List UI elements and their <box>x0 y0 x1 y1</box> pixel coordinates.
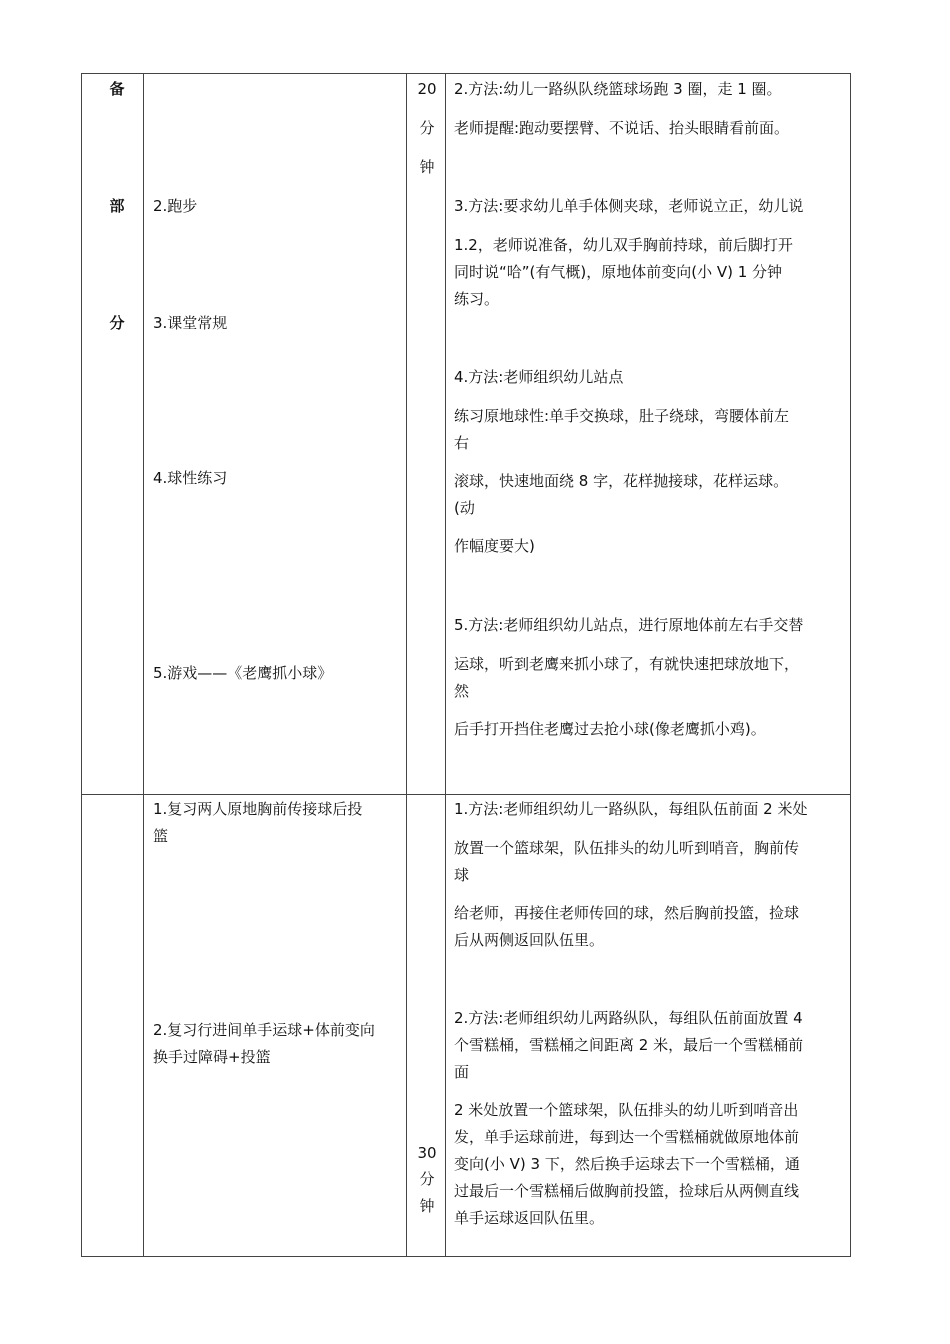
activity-item: 3.课堂常规 <box>153 314 228 332</box>
method-text: 老师提醒:跑动要摆臂、不说话、抬头眼睛看前面。 <box>454 119 790 137</box>
duration-unit-char: 钟 <box>419 1197 435 1215</box>
method-text: 2 米处放置一个篮球架，队伍排头的幼儿听到哨音出 发，单手运球前进，每到达一个雪糕桶就做原地体前 变向(小 V) 3 下，然后换手运球去下一个雪糕桶，通 过最后一个雪糕桶后做胸前投篮，捡球后从两侧直线 单手运球返回队伍里。 <box>454 1101 800 1227</box>
table-top-border <box>81 73 851 74</box>
duration-unit-char: 分 <box>419 1170 435 1188</box>
section-label-char: 部 <box>109 197 125 215</box>
table-right-border <box>850 73 851 1257</box>
method-text: 3.方法:要求幼儿单手体侧夹球，老师说立正，幼儿说 <box>454 197 804 215</box>
method-text: 放置一个篮球架，队伍排头的幼儿听到哨音，胸前传 球 <box>454 839 800 884</box>
method-text: 作幅度要大) <box>454 537 535 555</box>
activity-item: 2.复习行进间单手运球+体前变向 换手过障碍+投篮 <box>153 1021 375 1066</box>
method-text: 练习原地球性:单手交换球，肚子绕球，弯腰体前左 右 <box>454 407 790 452</box>
column-divider-1 <box>143 73 144 1257</box>
activity-item: 5.游戏——《老鹰抓小球》 <box>153 664 333 682</box>
method-text: 给老师，再接住老师传回的球，然后胸前投篮，捡球 后从两侧返回队伍里。 <box>454 904 800 949</box>
activity-item: 4.球性练习 <box>153 469 228 487</box>
column-divider-3 <box>445 73 446 1257</box>
table-left-border <box>81 73 82 1257</box>
duration-value: 30 <box>417 1144 437 1162</box>
method-text: 1.2，老师说准备，幼儿双手胸前持球，前后脚打开 同时说“哈”(有气概)，原地体前变向(小 V) 1 分钟 练习。 <box>454 236 793 308</box>
table-bottom-border <box>81 1256 851 1257</box>
method-text: 4.方法:老师组织幼儿站点 <box>454 368 624 386</box>
method-text: 2.方法:幼儿一路纵队绕篮球场跑 3 圈，走 1 圈。 <box>454 80 782 98</box>
method-text: 1.方法:老师组织幼儿一路纵队，每组队伍前面 2 米处 <box>454 800 808 818</box>
activity-item: 1.复习两人原地胸前传接球后投 篮 <box>153 800 363 845</box>
section-divider <box>81 794 851 795</box>
activity-item: 2.跑步 <box>153 197 198 215</box>
method-text: 后手打开挡住老鹰过去抢小球(像老鹰抓小鸡)。 <box>454 720 766 738</box>
method-text: 5.方法:老师组织幼儿站点，进行原地体前左右手交替 <box>454 616 804 634</box>
method-text: 运球，听到老鹰来抓小球了，有就快速把球放地下， 然 <box>454 655 800 700</box>
method-text: 2.方法:老师组织幼儿两路纵队，每组队伍前面放置 4 个雪糕桶，雪糕桶之间距离 2 米，最后一个雪糕桶前 面 <box>454 1009 804 1081</box>
section-label-char: 分 <box>109 314 125 332</box>
column-divider-2 <box>406 73 407 1257</box>
duration-unit-char: 钟 <box>419 158 435 176</box>
duration-unit-char: 分 <box>419 119 435 137</box>
method-text: 滚球，快速地面绕 8 字，花样抛接球，花样运球。 (动 <box>454 472 789 517</box>
duration-value: 20 <box>417 80 437 98</box>
section-label-char: 备 <box>109 80 125 98</box>
